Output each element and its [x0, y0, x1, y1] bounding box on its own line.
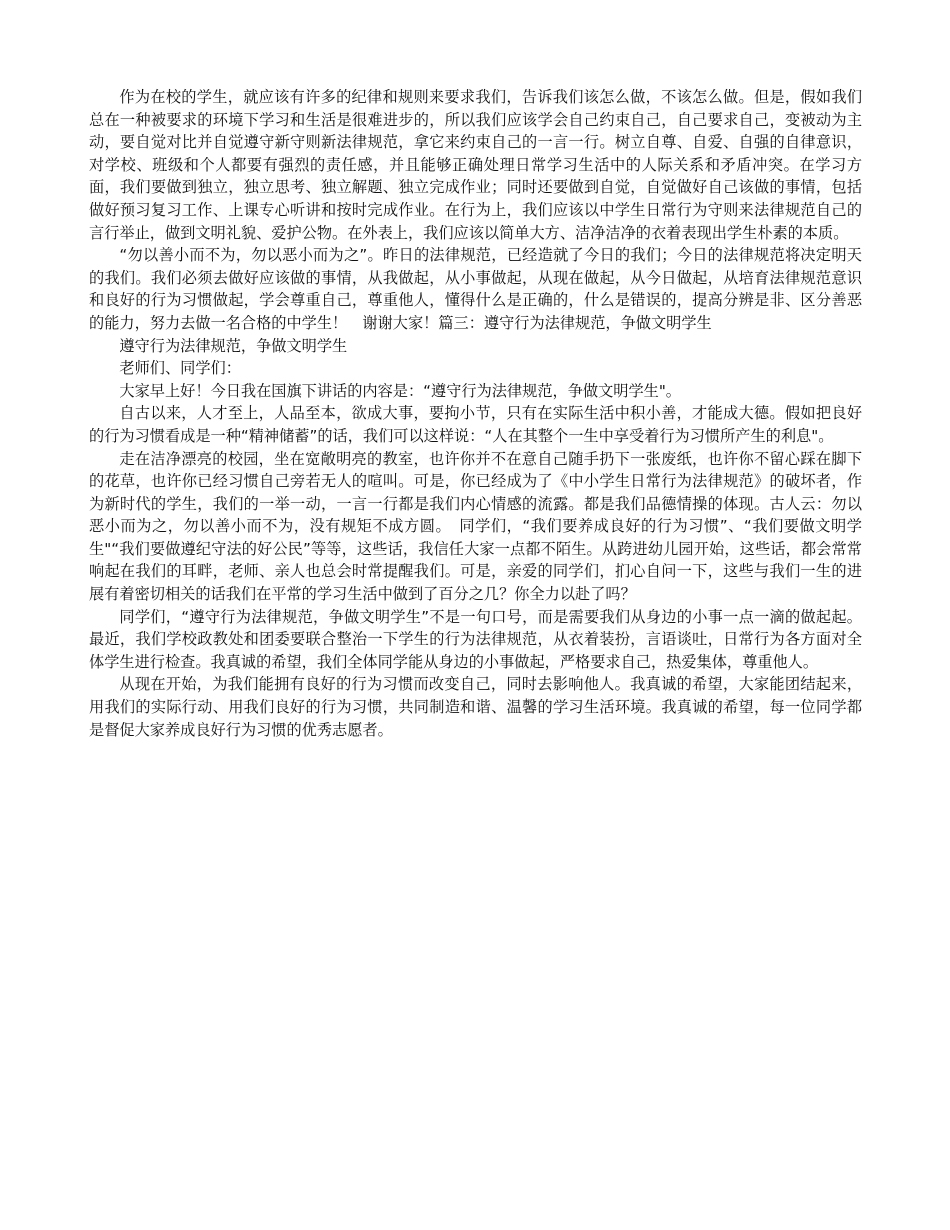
paragraph-campus-behavior: 走在洁净漂亮的校园，坐在宽敞明亮的教室，也许你并不在意自己随手扔下一张废纸，也许你不留心踩在脚下的花草，也许你已经习惯自己旁若无人的喧叫。可是，你已经成为了《中小学生日常行为法律规范》的破坏者，作为新时代的学生，我们的一举一动，一言一行都是我们内心情感的流露。都是我们品德情操的体现。古人云：勿以恶小而为之，勿以善小而不为，没有规矩不成方圆。 同学们，“我们要养成良好的行为习惯”、“我们要做文明学生"“我们要做遵纪守法的好公民”等等，这些话，我信任大家一点都不陌生。从跨进幼儿园开始，这些话，都会常常响起在我们的耳畔，老师、亲人也总会时常提醒我们。可是，亲爱的同学们，扪心自问一下，这些与我们一生的进展有着密切相关的话我们在平常的学习生活中做到了百分之几？你全力以赴了吗？	[89, 449, 862, 604]
document-body	[89, 86, 862, 741]
paragraph-self-discipline: 作为在校的学生，就应该有许多的纪律和规则来要求我们，告诉我们该怎么做，不该怎么做。但是，假如我们总在一种被要求的环境下学习和生活是很难进步的，所以我们应该学会自己约束自己，自己要求自己，变被动为主动，要自觉对比并自觉遵守新守则新法律规范，拿它来约束自己的一言一行。树立自尊、自爱、自强的自律意识，对学校、班级和个人都要有强烈的责任感，并且能够正确处理日常学习生活中的人际关系和矛盾冲突。在学习方面，我们要做到独立，独立思考、独立解题、独立完成作业；同时还要做到自觉，自觉做好自己该做的事情，包括做好预习复习工作、上课专心听讲和按时完成作业。在行为上，我们应该以中学生日常行为守则来法律规范自己的言行举止，做到文明礼貌、爱护公物。在外表上，我们应该以简单大方、洁净洁净的衣着表现出学生朴素的本质。	[89, 88, 862, 242]
paragraph-quote-closing: “勿以善小而不为，勿以恶小而为之”。昨日的法律规范，已经造就了今日的我们；今日的法律规范将决定明天的我们。我们必须去做好应该做的事情，从我做起，从小事做起，从现在做起，从今日做起，从培育法律规范意识和良好的行为习惯做起，学会尊重自己，尊重他人，懂得什么是正确的，什么是错误的，提高分辨是非、区分善恶的能力，努力去做一名合格的中学生！ 谢谢大家！篇三：遵守行为法律规范，争做文明学生	[89, 246, 862, 332]
speech-title: 遵守行为法律规范，争做文明学生	[119, 336, 348, 355]
paragraph-not-slogan: 同学们，“遵守行为法律规范，争做文明学生”不是一句口号，而是需要我们从身边的小事一点一滴的做起起。最近，我们学校政教处和团委要联合整治一下学生的行为法律规范，从衣着装扮，言语谈吐，日常行为各方面对全体学生进行检查。我真诚的希望，我们全体同学能从身边的小事做起，严格要求自己，热爱集体，尊重他人。	[89, 607, 862, 671]
speech-salutation: 老师们、同学们：	[119, 359, 241, 378]
paragraph-greeting: 大家早上好！今日我在国旗下讲话的内容是：“遵守行为法律规范，争做文明学生"。	[119, 381, 681, 400]
paragraph-start-now: 从现在开始，为我们能拥有良好的行为习惯而改变自己，同时去影响他人。我真诚的希望，大家能团结起来，用我们的实际行动、用我们良好的行为习惯，共同制造和谐、温馨的学习生活环境。我真诚的希望，每一位同学都是督促大家养成良好行为习惯的优秀志愿者。	[89, 675, 862, 739]
paragraph-habits-savings: 自古以来，人才至上，人品至本，欲成大事，要拘小节，只有在实际生活中积小善，才能成大德。假如把良好的行为习惯看成是一种“精神储蓄”的话，我们可以这样说：“人在其整个一生中享受着行为习惯所产生的利息"。	[89, 404, 862, 445]
